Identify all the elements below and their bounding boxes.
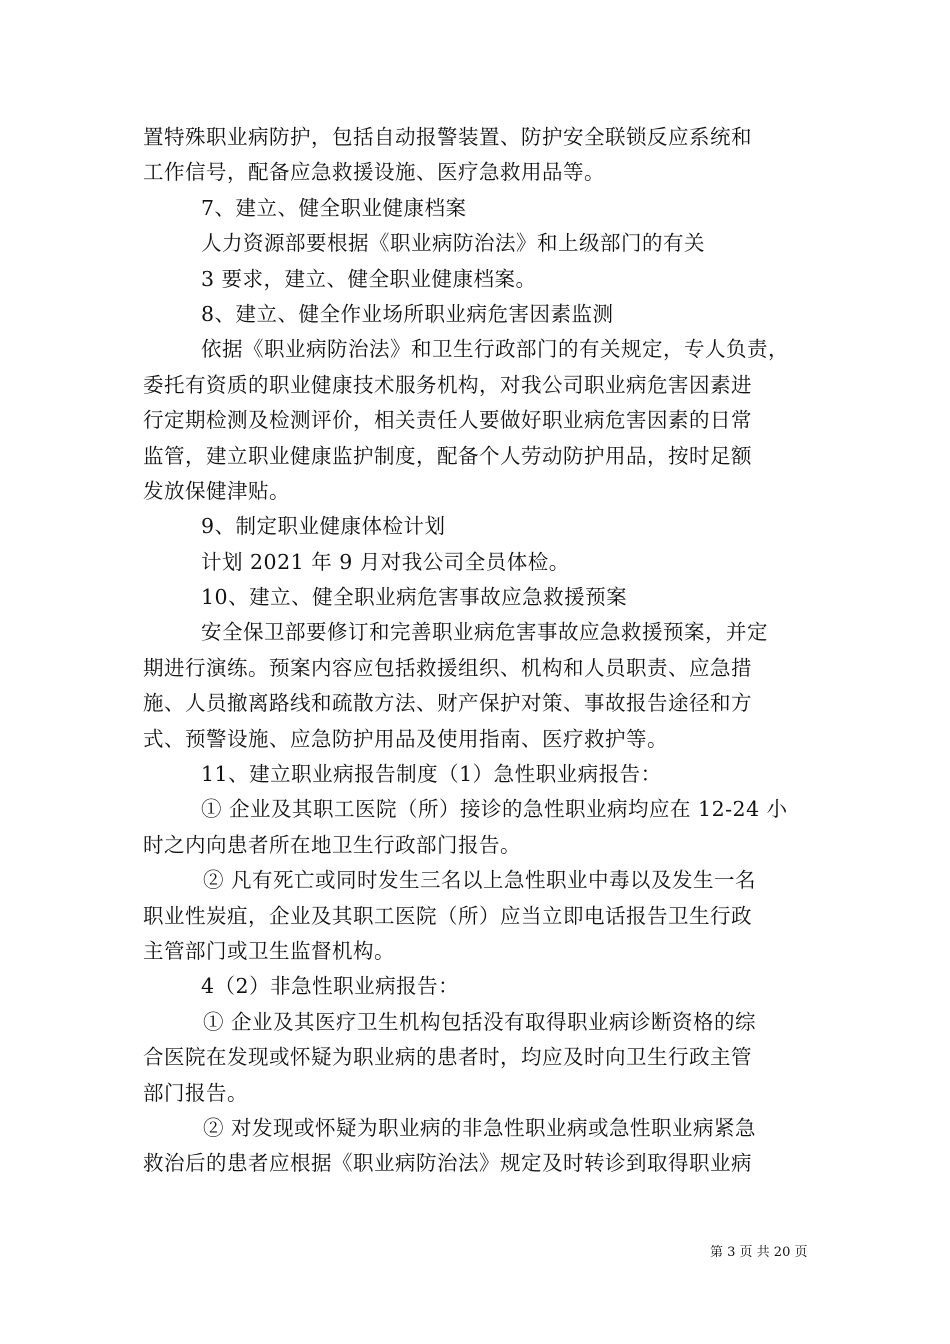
text-line: 行定期检测及检测评价，相关责任人要做好职业病危害因素的日常 — [143, 408, 752, 433]
text-line: ① 企业及其职工医院（所）接诊的急性职业病均应在 12-24 小 — [201, 797, 788, 822]
text-line: 人力资源部要根据《职业病防治法》和上级部门的有关 — [201, 231, 705, 256]
text-line: 依据《职业病防治法》和卫生行政部门的有关规定，专人负责， — [201, 337, 789, 362]
text-line: 计划 2021 年 9 月对我公司全员体检。 — [201, 549, 570, 574]
text-line: 职业性炭疽，企业及其职工医院（所）应当立即电话报告卫生行政 — [143, 903, 752, 928]
text-line: 发放保健津贴。 — [143, 478, 290, 503]
text-line: 安全保卫部要修订和完善职业病危害事故应急救援预案，并定 — [201, 620, 768, 645]
text-line: 救治后的患者应根据《职业病防治法》规定及时转诊到取得职业病 — [143, 1151, 752, 1176]
text-line: 3 要求，建立、健全职业健康档案。 — [201, 266, 537, 291]
text-line: 主管部门或卫生监督机构。 — [143, 938, 395, 963]
section-heading-10: 10、建立、健全职业病危害事故应急救援预案 — [201, 585, 628, 610]
text-line: 工作信号，配备应急救援设施、医疗急救用品等。 — [143, 160, 605, 185]
text-line: 委托有资质的职业健康技术服务机构，对我公司职业病危害因素进 — [143, 372, 752, 397]
text-line: 监管，建立职业健康监护制度，配备个人劳动防护用品，按时足额 — [143, 443, 752, 468]
text-line: ② 对发现或怀疑为职业病的非急性职业病或急性职业病紧急 — [203, 1115, 757, 1140]
text-line: 施、人员撤离路线和疏散方法、财产保护对策、事故报告途径和方 — [143, 691, 752, 716]
text-line: ① 企业及其医疗卫生机构包括没有取得职业病诊断资格的综 — [203, 1009, 757, 1034]
text-line: 式、预警设施、应急防护用品及使用指南、医疗救护等。 — [143, 726, 668, 751]
text-line: 期进行演练。预案内容应包括救援组织、机构和人员职责、应急措 — [143, 655, 752, 680]
section-heading-8: 8、建立、健全作业场所职业病危害因素监测 — [201, 301, 614, 326]
section-heading-11: 11、建立职业病报告制度（1）急性职业病报告： — [201, 762, 662, 787]
text-line: 合医院在发现或怀疑为职业病的患者时，均应及时向卫生行政主管 — [143, 1045, 752, 1070]
section-heading-9: 9、制定职业健康体检计划 — [201, 514, 446, 539]
page-number: 第 3 页 共 20 页 — [710, 1245, 808, 1260]
text-line: 时之内向患者所在地卫生行政部门报告。 — [143, 832, 521, 857]
section-heading-7: 7、建立、健全职业健康档案 — [201, 195, 467, 220]
document-body — [143, 120, 808, 1182]
text-line: ② 凡有死亡或同时发生三名以上急性职业中毒以及发生一名 — [203, 868, 757, 893]
text-line: 置特殊职业病防护，包括自动报警装置、防护安全联锁反应系统和 — [143, 125, 752, 149]
text-line: 部门报告。 — [143, 1080, 248, 1105]
subsection-heading: 4（2）非急性职业病报告： — [201, 974, 460, 999]
